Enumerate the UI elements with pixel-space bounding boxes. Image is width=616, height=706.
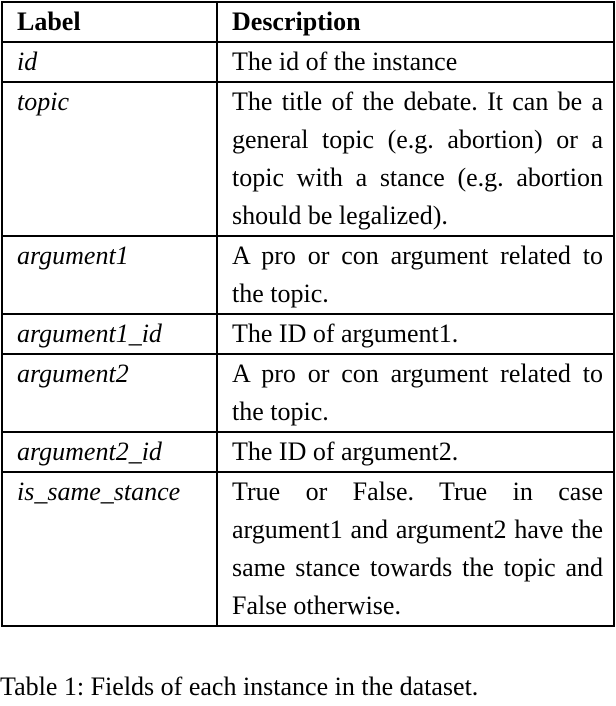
table-row bbox=[2, 354, 614, 432]
table-row bbox=[2, 82, 614, 236]
row-description-id: The id of the instance bbox=[217, 42, 614, 82]
row-label-argument1-id: argument1_id bbox=[2, 314, 217, 354]
row-label-argument2-id: argument2_id bbox=[2, 432, 217, 472]
row-label-argument2: argument2 bbox=[2, 354, 217, 432]
table-row bbox=[2, 432, 614, 472]
row-description-argument2: A pro or con argument related to the topic. bbox=[217, 354, 614, 432]
row-description-topic: The title of the debate. It can be a general topic (e.g. abortion) or a topic with a stance (e.g. abortion should be legalized). bbox=[217, 82, 614, 236]
table-row bbox=[2, 42, 614, 82]
row-description-argument2-id: The ID of argument2. bbox=[217, 432, 614, 472]
row-label-id: id bbox=[2, 42, 217, 82]
row-description-is-same-stance: True or False. True in case argument1 and argument2 have the same stance towards the topic and False otherwise. bbox=[217, 472, 614, 626]
table-row bbox=[2, 236, 614, 314]
fields-table bbox=[1, 1, 615, 627]
table-header-row bbox=[2, 2, 614, 42]
row-description-argument1-id: The ID of argument1. bbox=[217, 314, 614, 354]
table-row bbox=[2, 472, 614, 626]
row-label-argument1: argument1 bbox=[2, 236, 217, 314]
table-caption: Table 1: Fields of each instance in the dataset. bbox=[0, 672, 479, 701]
header-label: Label bbox=[2, 2, 217, 42]
row-description-argument1: A pro or con argument related to the topic. bbox=[217, 236, 614, 314]
row-label-is-same-stance: is_same_stance bbox=[2, 472, 217, 626]
row-label-topic: topic bbox=[2, 82, 217, 236]
table-row bbox=[2, 314, 614, 354]
header-description: Description bbox=[217, 2, 614, 42]
